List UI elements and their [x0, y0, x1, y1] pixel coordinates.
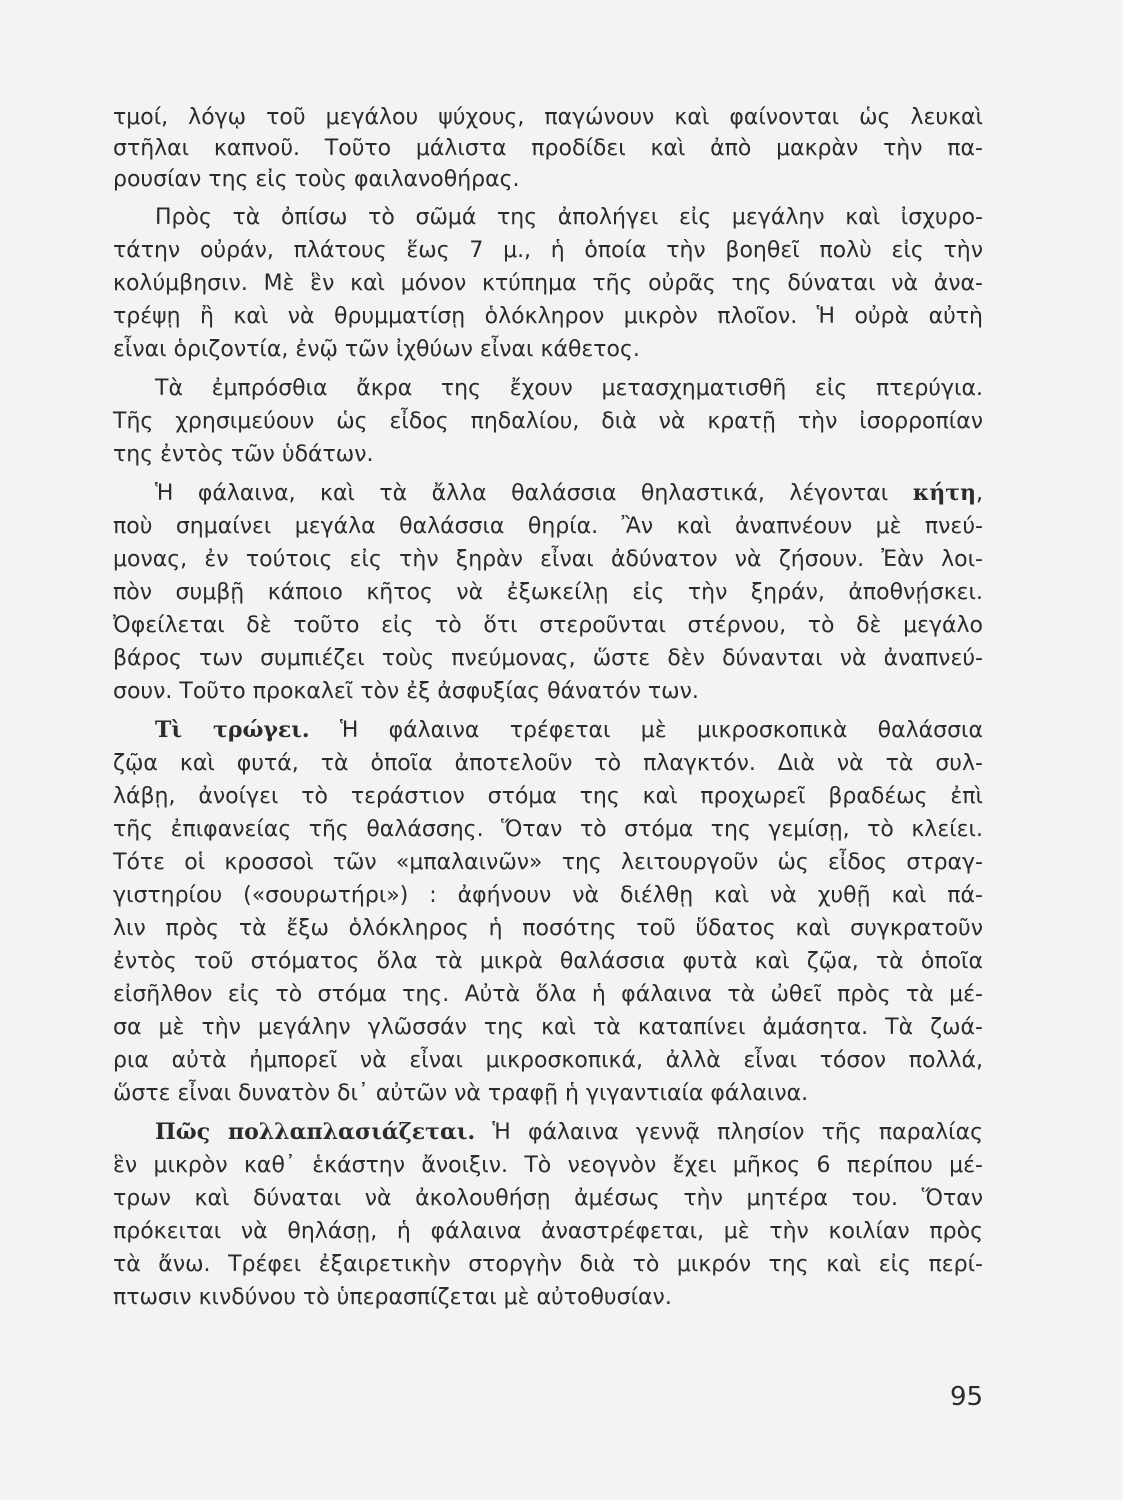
paragraph [113, 1116, 983, 1314]
line-text: τὰ ἄνω. Τρέφει ἐξαιρετικὴν στοργὴν διὰ τὸ μικρόν της καὶ εἰς περί- [113, 1252, 983, 1277]
line-text: ποὺ σημαίνει μεγάλα θαλάσσια θηρία. Ἂν καὶ ἀναπνέουν μὲ πνεύ- [113, 514, 983, 539]
line-text: γιστηρίου («σουρωτήρι») : ἀφήνουν νὰ διέλθῃ καὶ νὰ χυθῇ καὶ πά- [113, 883, 983, 908]
line-text: Ὀφείλεται δὲ τοῦτο εἰς τὸ ὅτι στεροῦνται στέρνου, τὸ δὲ μεγάλο [113, 613, 983, 638]
line-text: ζῷα καὶ φυτά, τὰ ὁποῖα ἀποτελοῦν τὸ πλαγκτόν. Διὰ νὰ τὰ συλ- [113, 751, 983, 776]
text-line [113, 1248, 983, 1281]
line-text: σουν. Τοῦτο προκαλεῖ τὸν ἐξ ἀσφυξίας θάνατόν των. [113, 679, 699, 704]
text-line [113, 1011, 983, 1044]
paragraph [113, 102, 983, 195]
line-text: τῆς ἐπιφανείας τῆς θαλάσσης. Ὅταν τὸ στόμα της γεμίσῃ, τὸ κλείει. [113, 817, 983, 842]
page-number: 95 [950, 1382, 984, 1412]
line-text: ὥστε εἶναι δυνατὸν δι᾽ αὐτῶν νὰ τραφῇ ἡ γιγαντιαία φάλαινα. [113, 1081, 809, 1106]
line-text: πρόκειται νὰ θηλάσῃ, ἡ φάλαινα ἀναστρέφεται, μὲ τὴν κοιλίαν πρὸς [113, 1219, 983, 1244]
line-text: της ἐντὸς τῶν ὑδάτων. [113, 442, 374, 467]
text-line [113, 438, 983, 471]
line-text: , [976, 481, 983, 506]
text-line [113, 1149, 983, 1182]
line-text: ἓν μικρὸν καθ᾽ ἑκάστην ἄνοιξιν. Τὸ νεογνὸν ἔχει μῆκος 6 περίπου μέ- [113, 1153, 983, 1178]
text-line [113, 912, 983, 945]
line-text: τρέψῃ ἢ καὶ νὰ θρυμματίσῃ ὁλόκληρον μικρὸν πλοῖον. Ἡ οὐρὰ αὐτὴ [113, 304, 983, 329]
text-line [113, 747, 983, 780]
text-line [113, 234, 983, 267]
text-line [113, 813, 983, 846]
text-line [113, 333, 983, 366]
text-line [113, 267, 983, 300]
text-line [113, 1077, 983, 1110]
text-line [113, 714, 983, 747]
text-line [113, 1116, 983, 1149]
text-line [113, 201, 983, 234]
text-line [113, 405, 983, 438]
paragraph [113, 201, 983, 366]
line-text: λάβῃ, ἀνοίγει τὸ τεράστιον στόμα της καὶ προχωρεῖ βραδέως ἐπὶ [113, 784, 983, 809]
text-line [113, 510, 983, 543]
text-line [113, 543, 983, 576]
line-text: Τότε οἱ κροσσοὶ τῶν «μπαλαινῶν» της λειτουργοῦν ὡς εἶδος στραγ- [113, 850, 983, 875]
paragraph [113, 714, 983, 1110]
line-text: βάρος των συμπιέζει τοὺς πνεύμονας, ὥστε δὲν δύνανται νὰ ἀναπνεύ- [113, 646, 983, 671]
text-line [113, 477, 983, 510]
section-heading: Τὶ τρώγει. [155, 717, 310, 743]
emphasized-term: κήτη [912, 480, 976, 506]
text-line [113, 879, 983, 912]
text-line [113, 780, 983, 813]
paragraph [113, 477, 983, 708]
line-text: μονας, ἐν τούτοις εἰς τὴν ξηρὰν εἶναι ἀδύνατον νὰ ζήσουν. Ἐὰν λοι- [113, 547, 983, 572]
line-text: Ἡ φάλαινα τρέφεται μὲ μικροσκοπικὰ θαλάσσια [309, 718, 984, 743]
text-line [113, 372, 983, 405]
text-line [113, 945, 983, 978]
line-text: Πρὸς τὰ ὀπίσω τὸ σῶμά της ἀπολήγει εἰς μεγάλην καὶ ἰσχυρο- [155, 205, 983, 230]
line-text: στῆλαι καπνοῦ. Τοῦτο μάλιστα προδίδει καὶ ἀπὸ μακρὰν τὴν πα- [113, 136, 983, 161]
paragraph [113, 372, 983, 471]
text-line [113, 300, 983, 333]
line-text: ἐντὸς τοῦ στόματος ὅλα τὰ μικρὰ θαλάσσια φυτὰ καὶ ζῷα, τὰ ὁποῖα [113, 949, 983, 974]
line-text: Τῆς χρησιμεύουν ὡς εἶδος πηδαλίου, διὰ νὰ κρατῇ τὴν ἰσορροπίαν [113, 409, 983, 434]
text-line [113, 164, 983, 195]
text-line [113, 1182, 983, 1215]
text-line [113, 1044, 983, 1077]
text-line [113, 576, 983, 609]
line-text: κολύμβησιν. Μὲ ἓν καὶ μόνον κτύπημα τῆς οὐρᾶς της δύναται νὰ ἀνα- [113, 271, 983, 296]
text-line [113, 133, 983, 164]
line-text: τρων καὶ δύναται νὰ ἀκολουθήσῃ ἀμέσως τὴν μητέρα του. Ὅταν [113, 1186, 983, 1211]
line-text: πὸν συμβῇ κάποιο κῆτος νὰ ἐξωκείλῃ εἰς τὴν ξηράν, ἀποθνῄσκει. [113, 580, 983, 605]
text-line [113, 609, 983, 642]
text-line [113, 642, 983, 675]
line-text: πτωσιν κινδύνου τὸ ὑπερασπίζεται μὲ αὐτοθυσίαν. [113, 1285, 672, 1310]
line-text: Ἡ φάλαινα γεννᾷ πλησίον τῆς παραλίας [475, 1120, 984, 1145]
line-text: τμοί, λόγῳ τοῦ μεγάλου ψύχους, παγώνουν καὶ φαίνονται ὡς λευκαὶ [113, 105, 983, 130]
section-heading: Πῶς πολλαπλασιάζεται. [155, 1119, 476, 1145]
line-text: λιν πρὸς τὰ ἔξω ὁλόκληρος ἡ ποσότης τοῦ ὕδατος καὶ συγκρατοῦν [113, 916, 983, 941]
text-line [113, 102, 983, 133]
text-line [113, 1215, 983, 1248]
line-text: ρουσίαν της εἰς τοὺς φαιλανοθήρας. [113, 167, 520, 192]
line-text: εἰσῆλθον εἰς τὸ στόμα της. Αὐτὰ ὅλα ἡ φάλαινα τὰ ὠθεῖ πρὸς τὰ μέ- [113, 982, 983, 1007]
text-line [113, 675, 983, 708]
line-text: τάτην οὐράν, πλάτους ἕως 7 μ., ἡ ὁποία τὴν βοηθεῖ πολὺ εἰς τὴν [113, 238, 983, 263]
line-text: εἶναι ὁριζοντία, ἐνῷ τῶν ἰχθύων εἶναι κάθετος. [113, 337, 640, 362]
line-text: ρια αὐτὰ ἠμπορεῖ νὰ εἶναι μικροσκοπικά, ἀλλὰ εἶναι τόσον πολλά, [113, 1048, 983, 1073]
line-text: σα μὲ τὴν μεγάλην γλῶσσάν της καὶ τὰ καταπίνει ἀμάσητα. Τὰ ζωά- [113, 1015, 983, 1040]
text-line [113, 978, 983, 1011]
text-line [113, 1281, 983, 1314]
page-body-text [113, 102, 983, 1314]
line-text: Ἡ φάλαινα, καὶ τὰ ἄλλα θαλάσσια θηλαστικά, λέγονται [155, 481, 913, 506]
line-text: Τὰ ἐμπρόσθια ἄκρα της ἔχουν μετασχηματισθῆ εἰς πτερύγια. [155, 376, 983, 401]
text-line [113, 846, 983, 879]
